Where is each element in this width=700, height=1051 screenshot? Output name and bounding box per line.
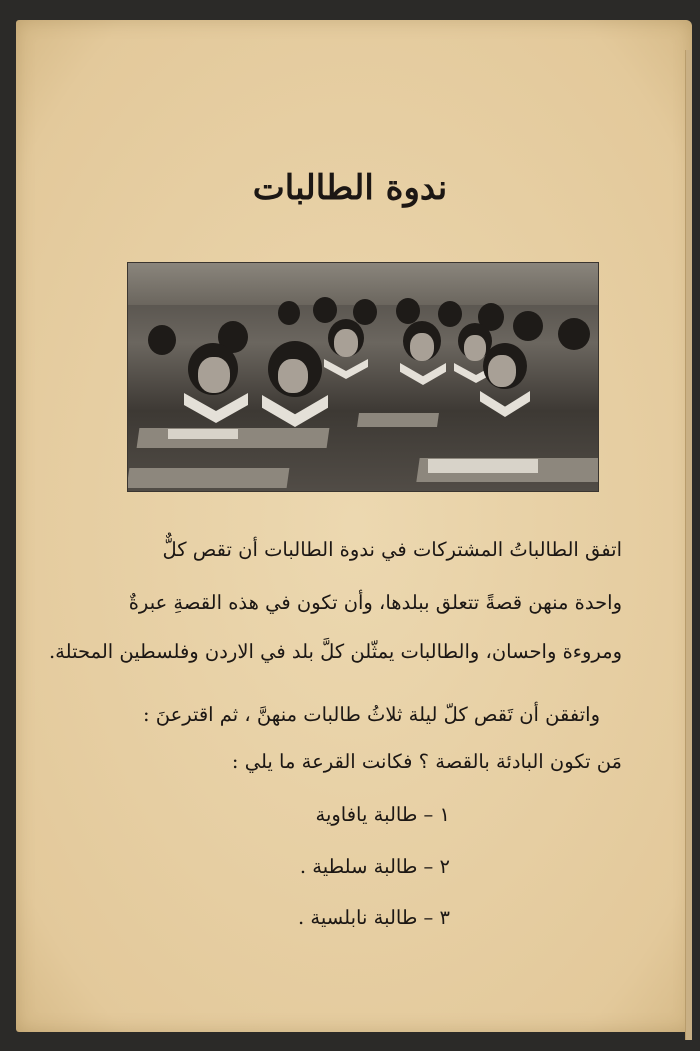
student-head	[438, 301, 462, 327]
student-head	[278, 301, 300, 325]
student-head	[353, 299, 377, 325]
paragraph-line: ومروءة واحسان، والطالبات يمثّلن كلَّ بلد في الاردن وفلسطين المحتلة.	[48, 640, 622, 663]
student-face	[464, 335, 486, 361]
page-title: ندوة الطالبات	[252, 168, 448, 208]
paragraph-line: واحدة منهن قصةً تتعلق ببلدها، وأن تكون في هذه القصةِ عبرةٌ	[128, 591, 622, 614]
paragraph-line: مَن تكون البادئة بالقصة ؟ فكانت القرعة ما يلي :	[231, 750, 622, 773]
student-face	[334, 329, 358, 357]
student-head	[313, 297, 337, 323]
classroom-photo	[127, 262, 599, 492]
student-face	[488, 355, 516, 387]
desk	[357, 413, 439, 427]
student-collar	[184, 393, 248, 423]
list-item: ١ – طالبة يافاوية	[315, 803, 450, 826]
student-head	[148, 325, 176, 355]
student-head	[513, 311, 543, 341]
student-collar	[262, 395, 328, 427]
student-face	[410, 333, 434, 361]
student-face	[278, 359, 308, 393]
student-collar	[324, 359, 368, 379]
list-item: ٣ – طالبة نابلسية .	[298, 906, 450, 929]
paragraph-line: اتفق الطالباتُ المشتركات في ندوة الطالبات أن تقص كلٌّ	[162, 538, 622, 561]
paragraph-line: واتفقن أن تَقص كلّ ليلة ثلاثُ طالبات منهنَّ ، ثم اقترعنَ :	[142, 703, 600, 726]
student-collar	[400, 363, 446, 385]
paper	[428, 459, 538, 473]
student-head	[558, 318, 590, 350]
student-face	[198, 357, 230, 393]
student-head	[396, 298, 420, 324]
list-item: ٢ – طالبة سلطية .	[299, 855, 450, 878]
paper	[168, 429, 238, 439]
desk	[127, 468, 289, 488]
student-collar	[480, 391, 530, 417]
